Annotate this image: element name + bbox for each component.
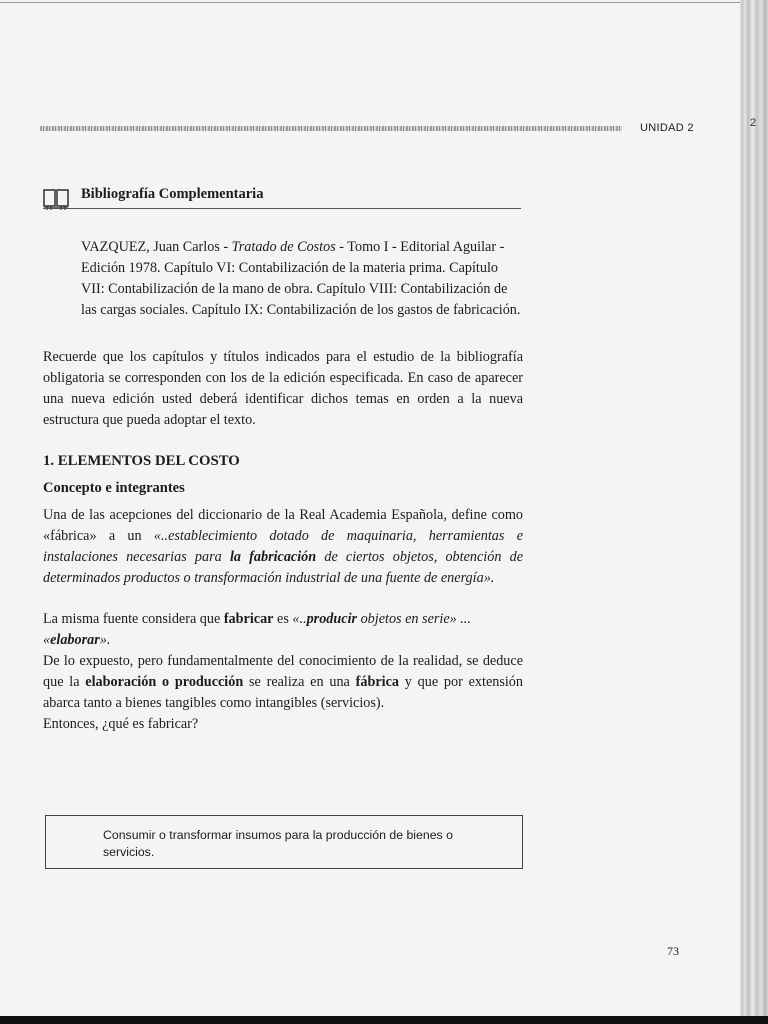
p2-term-fabricar: fabricar <box>223 611 274 627</box>
p2-quote-open: «.. <box>292 611 307 627</box>
p3-term-fabrica: fábrica <box>355 674 399 690</box>
p3-text-a: De lo expuesto, pero fundamentalmente del conocimiento de la realidad, se deduce que la <box>43 653 523 690</box>
bibliography-entry <box>81 237 523 321</box>
answer-box <box>45 815 523 869</box>
page-number: 73 <box>667 944 679 958</box>
bib-book-title: Tratado de Costos <box>231 239 336 255</box>
p2-text-c: es <box>273 611 293 627</box>
bib-details: - Tomo I - Editorial Aguilar - Edición 1978. Capítulo VI: Contabilización de la materia prima. Capítulo VII: Contabilización de la mano de obra. Capítulo VIII: Contabilización de las cargas sociales. Capítulo IX: Contabilización de los gastos de fabricación. <box>81 239 521 318</box>
question-paragraph: Entonces, ¿qué es fabricar? <box>43 716 199 732</box>
p1-quote-a: «..establecimiento dotado de maquinaria, herramientas e instalaciones necesarias para <box>43 528 523 565</box>
unit-label: UNIDAD 2 <box>640 122 694 134</box>
conclusion-paragraph <box>43 651 523 714</box>
bottom-shadow-edge <box>0 1016 768 1024</box>
definition-paragraph <box>43 505 523 589</box>
p3-text-c: se realiza en una <box>243 674 356 690</box>
p3-text-e: y que por extensión abarca tanto a bienes tangibles como intangibles (servicios). <box>43 674 523 711</box>
top-edge-line <box>0 2 740 3</box>
p1-quote-bold: la fabricación <box>229 549 317 565</box>
section-divider <box>43 208 521 209</box>
p1-text-a: Una de las acepciones del diccionario de la Real Academia Española, define como «fábrica» a un <box>43 507 523 544</box>
chapter-subheading: Concepto e integrantes <box>43 480 185 496</box>
p1-quote-b: de ciertos objetos, obtención de determinados productos o transformación industrial de una fuente de energía». <box>43 549 523 586</box>
bib-author: VAZQUEZ, Juan Carlos - <box>81 239 232 255</box>
edition-note: Recuerde que los capítulos y títulos indicados para el estudio de la bibliografía obligatoria se corresponden con los de la edición especificada. En caso de aparecer una nueva edición usted deberá identificar dichos temas en orden a la nueva estructura que pueda adoptar el texto. <box>43 349 523 428</box>
p2-text-a: La misma fuente considera que <box>43 611 224 627</box>
binding-page-number: 2 <box>750 117 757 129</box>
p2-term-producir: producir <box>306 611 358 627</box>
chapter-heading: 1. ELEMENTOS DEL COSTO <box>43 453 240 469</box>
fabricar-paragraph <box>43 609 523 651</box>
header-decorative-bar <box>40 126 622 131</box>
section-title: Bibliografía Complementaria <box>81 186 264 202</box>
p2-quote-mid: objetos en serie» ... « <box>43 611 471 648</box>
p2-quote-close: ». <box>99 632 111 648</box>
p3-term-elaboracion: elaboración o producción <box>85 674 244 690</box>
book-binding-edge <box>740 0 768 1024</box>
p2-term-elaborar: elaborar <box>50 632 100 648</box>
answer-text: Consumir o transformar insumos para la producción de bienes o servicios. <box>103 828 453 859</box>
